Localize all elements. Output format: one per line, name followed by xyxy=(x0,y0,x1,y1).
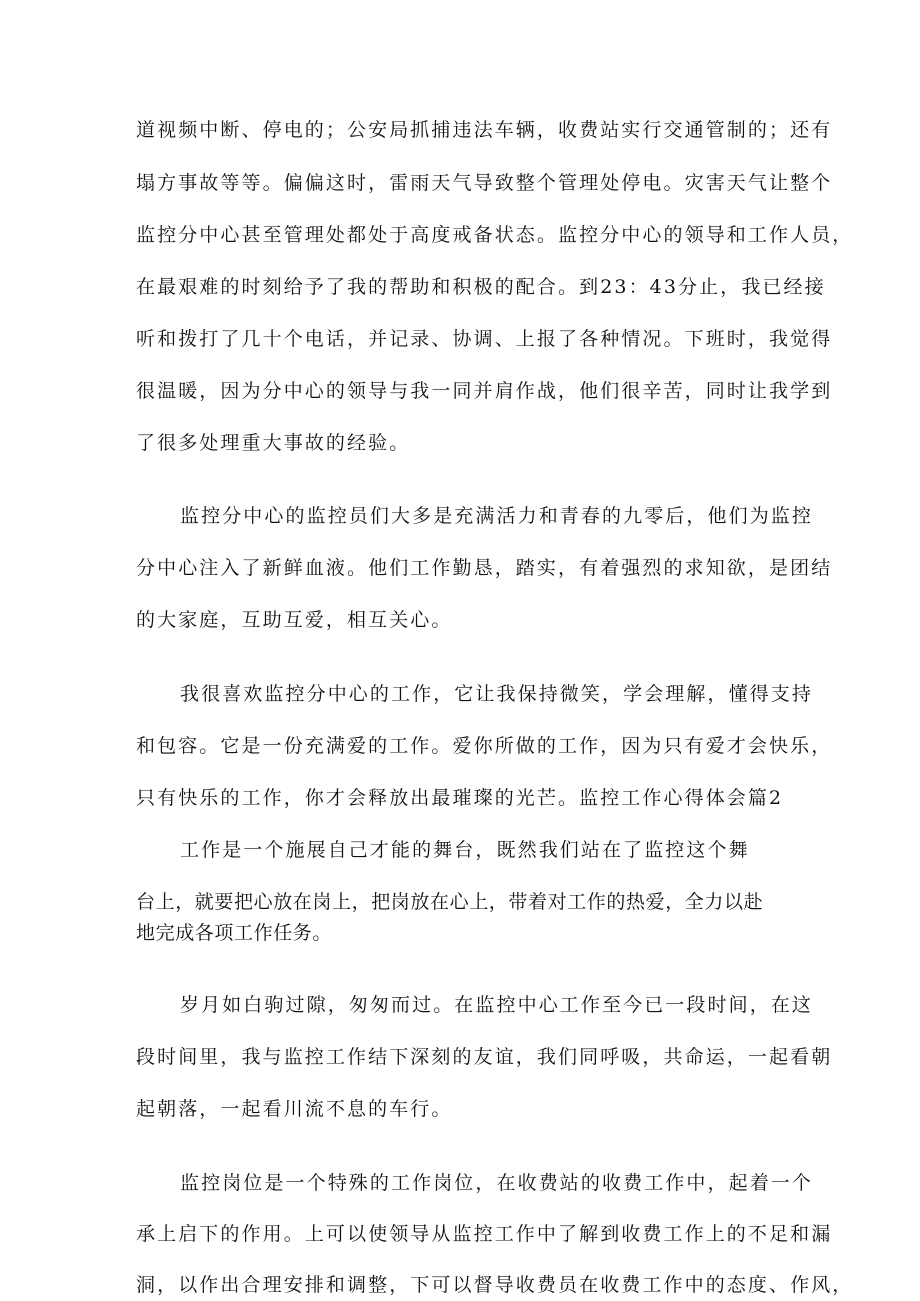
text-line: 监控分中心的监控员们大多是充满活力和青春的九零后，他们为监控 xyxy=(180,505,814,527)
text-line: 分中心注入了新鲜血液。他们工作勤恳，踏实，有着强烈的求知欲，是团结 xyxy=(136,557,833,579)
text-line: 只有快乐的工作，你才会释放出最璀璨的光芒。监控工作心得体会篇2 xyxy=(136,787,784,809)
text-line: 洞，以作出合理安排和调整，下可以督导收费员在收费工作中的态度、作风， xyxy=(136,1274,854,1296)
text-line: 听和拨打了几十个电话，并记录、协调、上报了各种情况。下班时，我觉得 xyxy=(136,328,833,350)
text-line: 监控分中心甚至管理处都处于高度戒备状态。监控分中心的领导和工作人员， xyxy=(136,224,854,246)
text-line: 台上，就要把心放在岗上，把岗放在心上，带着对工作的热爱，全力以赴 xyxy=(136,891,764,913)
text-line: 岁月如白驹过隙，匆匆而过。在监控中心工作至今已一段时间，在这 xyxy=(180,994,814,1016)
text-line: 段时间里，我与监控工作结下深刻的友谊，我们同呼吸，共命运，一起看朝 xyxy=(136,1046,833,1068)
text-line: 很温暖，因为分中心的领导与我一同并肩作战，他们很辛苦，同时让我学到 xyxy=(136,380,833,402)
text-line: 塌方事故等等。偏偏这时，雷雨天气导致整个管理处停电。灾害天气让整个 xyxy=(136,172,833,194)
text-line: 的大家庭，互助互爱，相互关心。 xyxy=(136,609,453,631)
text-line: 承上启下的作用。上可以使领导从监控工作中了解到收费工作上的不足和漏 xyxy=(136,1223,833,1245)
text-line: 和包容。它是一份充满爱的工作。爱你所做的工作，因为只有爱才会快乐， xyxy=(136,735,833,757)
text-line: 我很喜欢监控分中心的工作，它让我保持微笑，学会理解，懂得支持 xyxy=(180,683,814,705)
text-line: 在最艰难的时刻给予了我的帮助和积极的配合。到23：43分止，我已经接 xyxy=(136,276,826,298)
text-line: 起朝落，一起看川流不息的车行。 xyxy=(136,1098,453,1120)
text-line: 道视频中断、停电的；公安局抓捕违法车辆，收费站实行交通管制的；还有 xyxy=(136,119,833,141)
text-line: 地完成各项工作任务。 xyxy=(136,922,333,944)
text-line: 监控岗位是一个特殊的工作岗位，在收费站的收费工作中，起着一个 xyxy=(180,1172,814,1194)
text-line: 工作是一个施展自己才能的舞台，既然我们站在了监控这个舞 xyxy=(180,839,750,861)
text-line: 了很多处理重大事故的经验。 xyxy=(136,432,411,454)
